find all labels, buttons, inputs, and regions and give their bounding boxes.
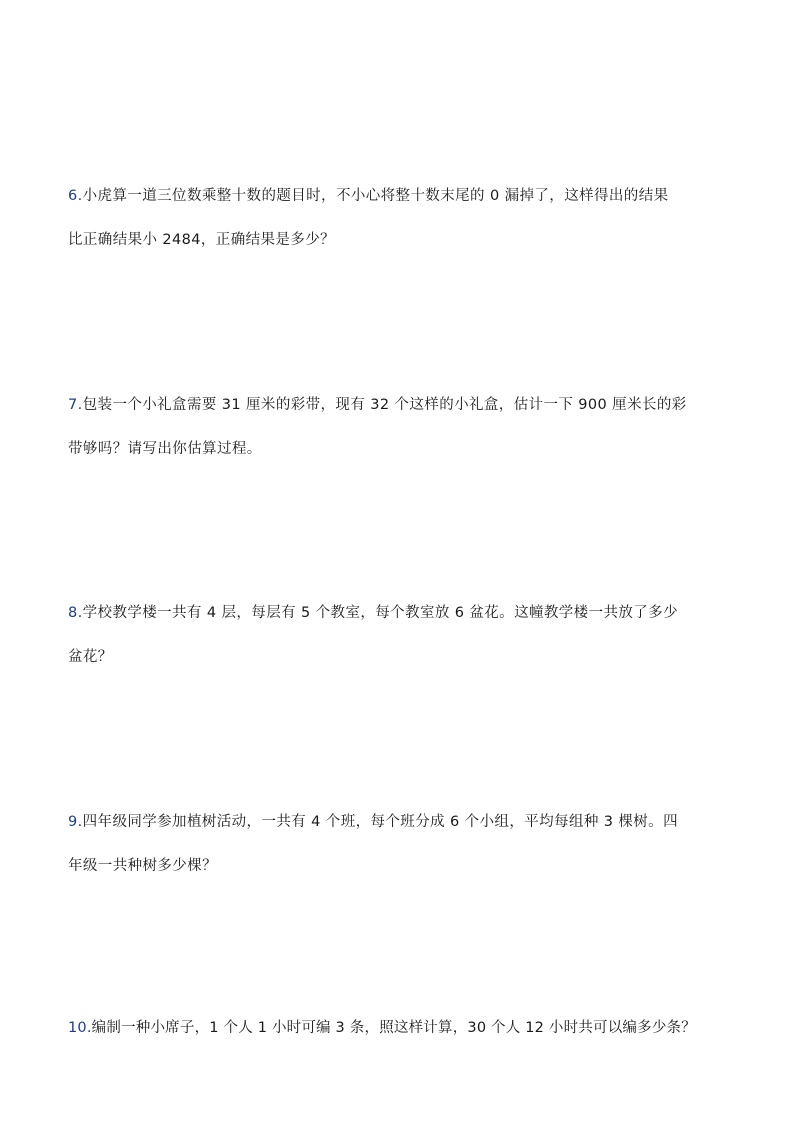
question-10 [68, 1006, 728, 1050]
question-number: 7 [68, 397, 78, 413]
question-6 [68, 174, 728, 262]
question-7 [68, 383, 728, 471]
question-number: 6 [68, 188, 78, 204]
question-number: 9 [68, 814, 78, 830]
question-number: 8 [68, 605, 78, 621]
question-text: 小虎算一道三位数乘整十数的题目时，不小心将整十数末尾的 0 漏掉了，这样得出的结果 [82, 188, 669, 204]
question-separator: . [86, 1020, 92, 1036]
question-line: 带够吗？请写出你估算过程。 [68, 441, 262, 457]
question-text: 四年级同学参加植树活动，一共有 4 个班，每个班分成 6 个小组，平均每组种 3 棵树。四 [82, 814, 678, 830]
question-line [68, 1006, 728, 1050]
question-9 [68, 800, 728, 888]
question-8 [68, 591, 728, 679]
question-line: 盆花？ [68, 649, 113, 665]
question-line [68, 800, 728, 844]
question-line [68, 591, 728, 635]
question-line [68, 174, 728, 218]
question-text: 编制一种小席子，1 个人 1 小时可编 3 条，照这样计算，30 个人 12 小时共可以编多少条？ [91, 1020, 696, 1036]
question-separator: . [77, 397, 83, 413]
question-text: 学校教学楼一共有 4 层，每层有 5 个教室，每个教室放 6 盆花。这幢教学楼一共放了多少 [82, 605, 678, 621]
question-separator: . [77, 188, 83, 204]
question-line [68, 383, 728, 427]
question-separator: . [77, 605, 83, 621]
question-separator: . [77, 814, 83, 830]
question-number: 10 [68, 1020, 87, 1036]
question-line: 比正确结果小 2484，正确结果是多少？ [68, 232, 336, 248]
question-text: 包装一个小礼盒需要 31 厘米的彩带，现有 32 个这样的小礼盒，估计一下 900 厘米长的彩 [82, 397, 687, 413]
question-line: 年级一共种树多少棵？ [68, 858, 217, 874]
